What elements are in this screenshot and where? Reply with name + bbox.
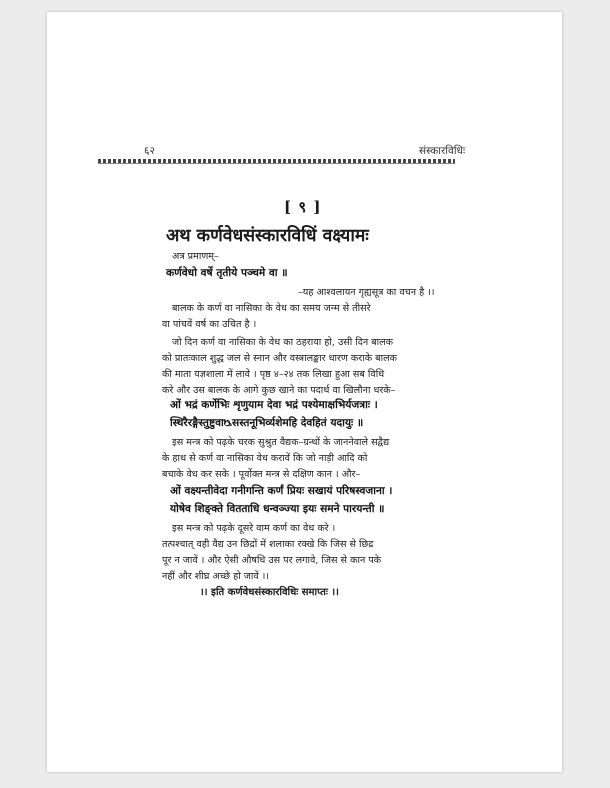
- citation: –यह आश्वलायन गृह्यसूत्र का वचन है ।।: [298, 287, 435, 298]
- paragraph-line: के हाथ से कर्ण वा नासिका वेध करावें कि जो नाड़ी आदि को: [162, 453, 368, 464]
- paragraph-line: नहीं और शीघ्र अच्छे हो जावें ।।: [162, 571, 269, 582]
- mantra-line: ओं भद्रं कर्णेभिः शृणुयाम देवा भद्रं पश्येमाक्षभिर्यजत्राः ।: [170, 399, 378, 411]
- paragraph-line: की माता यज्ञशाला में लावे । पृष्ठ ४–२४ तक लिखा हुआ सब विधि: [162, 369, 385, 380]
- pramanam-label: अत्र प्रमाणम्–: [172, 251, 219, 262]
- paragraph-line: करे और उस बालक के आगे कुछ खाने का पदार्थ वा खिलौना धरके–: [162, 385, 396, 396]
- paragraph-line: बालक के कर्ण वा नासिका के वेध का समय जन्म से तीसरे: [172, 303, 371, 314]
- paragraph-line: वा पांचवें वर्ष का उचित है ।: [162, 319, 257, 330]
- mantra-line: योषेव शिङ्क्ते वितताधि धन्वञ्ज्या इयः समने पारयन्ती ॥: [170, 503, 385, 515]
- section-number: [ ९ ]: [284, 198, 322, 216]
- paragraph-line: तत्पश्चात् वही वैद्य उन छिद्रों में शलाका रक्खे कि जिस से छिद्र: [162, 539, 374, 550]
- paragraph-line: पूर न जावें । और ऐसी औषधि उस पर लगावे, जिस से कान पके: [162, 555, 382, 566]
- paragraph-line: इस मन्त्र को पढ़के दूसरे वाम कर्ण का वेध करे ।: [172, 523, 336, 534]
- paragraph-line: इस मन्त्र को पढ़के चरक सुश्रुत वैद्यक–ग्रन्थों के जाननेवाले सद्वैद्य: [172, 437, 390, 448]
- sutra-verse: कर्णवेधो वर्षे तृतीये पञ्चमे वा ॥: [166, 267, 288, 279]
- paragraph-line: बचाके वेध कर सके । पूर्वोक्त मन्त्र से दक्षिण कान । और–: [162, 469, 361, 480]
- paragraph-line: जो दिन कर्ण वा नासिका के वेध का ठहराया हो, उसी दिन बालक: [172, 337, 394, 348]
- running-title: संस्कारविधिः: [419, 145, 466, 157]
- section-title: अथ कर्णवेधसंस्कारविधिं वक्ष्यामः: [166, 226, 369, 246]
- header-rule: [98, 159, 455, 164]
- paragraph-line: को प्रातःकाल शुद्ध जल से स्नान और वस्त्रालङ्कार धारण कराके बालक: [162, 353, 397, 364]
- mantra-line: ओं वक्ष्यन्तीवेदा गनीगन्ति कर्णं प्रियः सखायं परिषस्वजाना ।: [170, 485, 393, 497]
- ending-line: ।। इति कर्णवेधसंस्कारविधिः समाप्तः ।।: [200, 587, 339, 598]
- mantra-line: स्थिरैरङ्गैस्तुष्टुवाᳬसस्तनूभिर्व्यशेमहि देवहितं यदायुः ॥: [170, 417, 364, 429]
- page-number: ६२: [144, 145, 155, 157]
